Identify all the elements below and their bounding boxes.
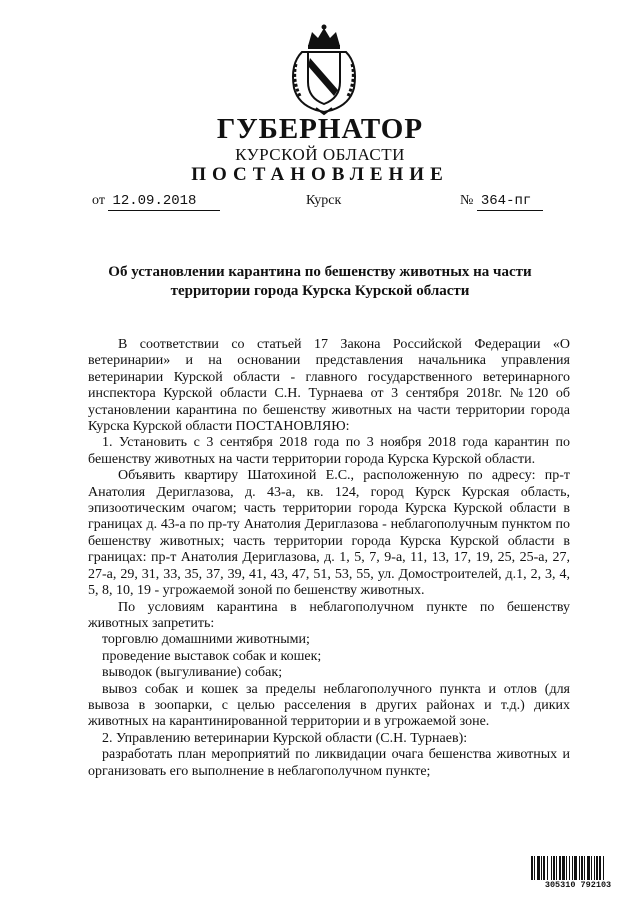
coat-of-arms-icon [282, 24, 366, 116]
body-paragraph: Объявить квартиру Шатохиной Е.С., расположенную по адресу: пр-т Анатолия Дериглазова, д. 43-а, кв. 124, город Курск Курская область, эпизоотическим очагом; часть территории города Курска Курской области в границах д. 43-а по пр-ту Анатолия Дериглазова - неблагополучным пунктом по бешенству животных; часть территории города Курска Курской области в границах: пр-т Анатолия Дериглазова, д. 1, 5, 7, 9-а, 11, 13, 17, 19, 25, 25-а, 27, 27-а, 29, 31, 33, 35, 37, 39, 41, 43, 47, 51, 53, 55, ул. Домостроителей, д.1, 2, 3, 4, 5, 8, 10, 19 - угрожаемой зоной по бешенству животных. [88, 468, 570, 599]
date-value: 12.09.2018 [108, 192, 220, 211]
title-line-1: Об установлении карантина по бешенству животных на части [108, 264, 532, 280]
document-date [92, 192, 220, 211]
document-type-heading: ПОСТАНОВЛЕНИЕ [191, 164, 449, 185]
body-paragraph: В соответствии со статьей 17 Закона Российской Федерации «О ветеринарии» и на основании представления начальника управления ветеринарии Курской области - главного государственного ветеринарного инспектора Курской области С.Н. Турнаева от 3 сентября 2018г. №120 об установлении карантина по бешенству животных на части территории города Курска Курской области ПОСТАНОВЛЯЮ: [88, 337, 570, 435]
body-paragraph: торговлю домашними животными; [102, 632, 310, 648]
body-paragraph: вывоз собак и кошек за пределы неблагополучного пункта и отлов (для вывоза в зоопарки, с целью расселения в других районах и т.д.) диких животных на карантинированной территории и в угрожаемой зоне. [88, 681, 570, 730]
region-heading: КУРСКОЙ ОБЛАСТИ [235, 145, 405, 164]
body-paragraph: 2. Управлению ветеринарии Курской области (С.Н. Турнаев): [102, 730, 468, 746]
title-line-2: территории города Курска Курской области [170, 283, 470, 299]
document-body [88, 337, 570, 780]
number-value: 364-пг [477, 192, 543, 211]
document-city: Курск [306, 193, 342, 208]
document-title [90, 263, 550, 301]
body-paragraph: 1. Установить с 3 сентября 2018 года по 3 ноября 2018 года карантин по бешенству животных на части территории города Курска Курской области. [88, 435, 570, 467]
body-paragraph: выводок (выгуливание) собак; [102, 665, 283, 681]
body-paragraph: По условиям карантина в неблагополучном пункте по бешенству животных запретить: [88, 599, 570, 631]
body-paragraph: разработать план мероприятий по ликвидации очага бешенства животных и организовать его выполнение в неблагополучном пункте; [88, 747, 570, 779]
governor-heading: ГУБЕРНАТОР [216, 113, 424, 145]
number-prefix: № [460, 193, 474, 208]
body-paragraph: проведение выставок собак и кошек; [102, 648, 322, 664]
document-number [460, 192, 543, 211]
barcode-number: 305310 792103 [530, 880, 626, 890]
date-prefix: от [92, 193, 105, 208]
